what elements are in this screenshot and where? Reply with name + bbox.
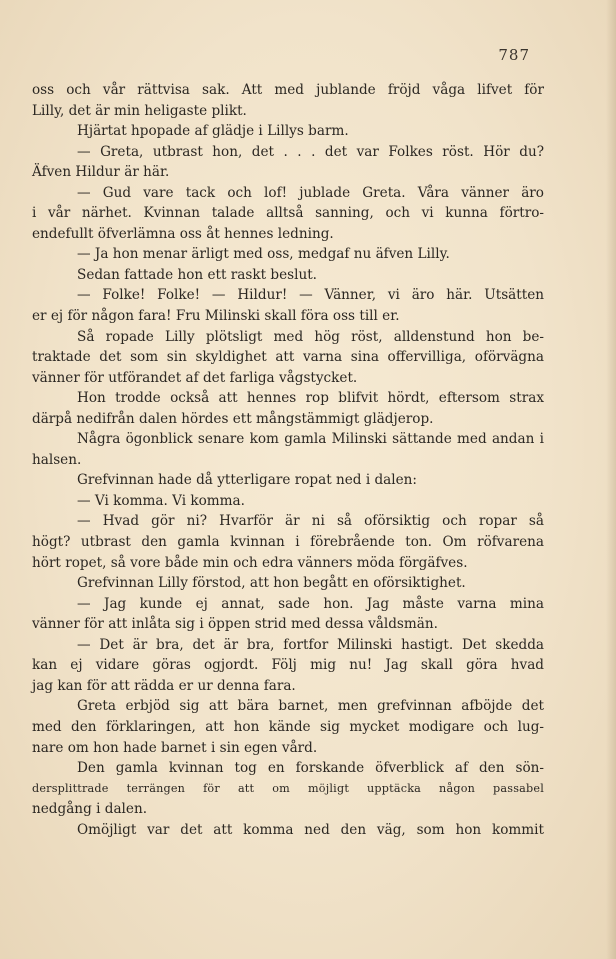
text-line: oss och vår rättvisa sak. Att med jublande fröjd våga lifvet för: [32, 82, 544, 98]
text-line: — Vi komma. Vi komma.: [77, 492, 245, 509]
text-line: Grefvinnan hade då ytterligare ropat ned i dalen:: [77, 472, 418, 489]
text-line: Äfven Hildur är här.: [32, 164, 170, 181]
text-line: Lilly, det är min heligaste plikt.: [32, 102, 247, 119]
text-line: — Jag kunde ej annat, sade hon. Jag måste varna mina: [77, 595, 544, 612]
text-line: hört ropet, så vore både min och edra vänners möda förgäfves.: [32, 554, 468, 571]
text-line: jag kan för att rädda er ur denna fara.: [32, 677, 296, 694]
text-line: er ej för någon fara! Fru Milinski skall föra oss till er.: [32, 308, 400, 325]
text-line: Den gamla kvinnan tog en forskande öfverblick af den sön-: [77, 760, 544, 777]
text-line: Sedan fattade hon ett raskt beslut.: [77, 266, 317, 283]
text-line: därpå nedifrån dalen hördes ett mångstämmigt glädjerop.: [32, 410, 434, 427]
text-line: vänner för utförandet af det farliga vågstycket.: [32, 369, 358, 386]
text-line: — Hvad gör ni? Hvarför är ni så oförsiktig och ropar så: [77, 513, 544, 530]
text-line: Hon trodde också att hennes rop blifvit hördt, eftersom strax: [77, 390, 544, 407]
text-line: halsen.: [32, 451, 82, 468]
text-line: med den förklaringen, att hon kände sig mycket modigare och lug-: [32, 718, 544, 735]
text-line: dersplittrade terrängen för att om möjligt upptäcka någon passabel: [32, 781, 544, 795]
text-line: — Ja hon menar ärligt med oss, medgaf nu äfven Lilly.: [77, 246, 450, 263]
text-line: — Gud vare tack och lof! jublade Greta. Våra vänner äro: [77, 184, 544, 201]
text-line: nare om hon hade barnet i sin egen vård.: [32, 739, 318, 756]
body-text: [32, 80, 544, 840]
text-line: Några ögonblick senare kom gamla Milinski sättande med andan i: [77, 431, 544, 448]
text-line: kan ej vidare göras ogjordt. Följ mig nu! Jag skall göra hvad: [32, 657, 544, 674]
text-line: Så ropade Lilly plötsligt med hög röst, alldenstund hon be-: [77, 328, 544, 345]
page-spine-shadow: [606, 0, 616, 959]
text-line: vänner för att inlåta sig i öppen strid med dessa våldsmän.: [32, 616, 438, 633]
text-line: traktade det som sin skyldighet att varna sina offervilliga, oförvägna: [32, 349, 544, 366]
text-line: nedgång i dalen.: [32, 801, 148, 818]
text-line: Omöjligt var det att komma ned den väg, som hon kommit: [77, 821, 544, 838]
text-line: endefullt öfverlämna oss åt hennes ledning.: [32, 225, 334, 242]
text-line: Hjärtat hpopade af glädje i Lillys barm.: [77, 123, 349, 140]
text-line: — Det är bra, det är bra, fortfor Milinski hastigt. Det skedda: [77, 636, 544, 653]
text-line: Greta erbjöd sig att bära barnet, men grefvinnan afböjde det: [77, 698, 544, 715]
page-number: 787: [498, 46, 530, 64]
text-line: i vår närhet. Kvinnan talade alltså sanning, och vi kunna förtro-: [32, 205, 544, 222]
text-line: — Greta, utbrast hon, det . . . det var Folkes röst. Hör du?: [77, 143, 544, 160]
text-line: — Folke! Folke! — Hildur! — Vänner, vi äro här. Utsätten: [77, 287, 544, 304]
text-line: Grefvinnan Lilly förstod, att hon begått en oförsiktighet.: [77, 575, 466, 592]
text-line: högt? utbrast den gamla kvinnan i förebrående ton. Om röfvarena: [32, 534, 544, 551]
